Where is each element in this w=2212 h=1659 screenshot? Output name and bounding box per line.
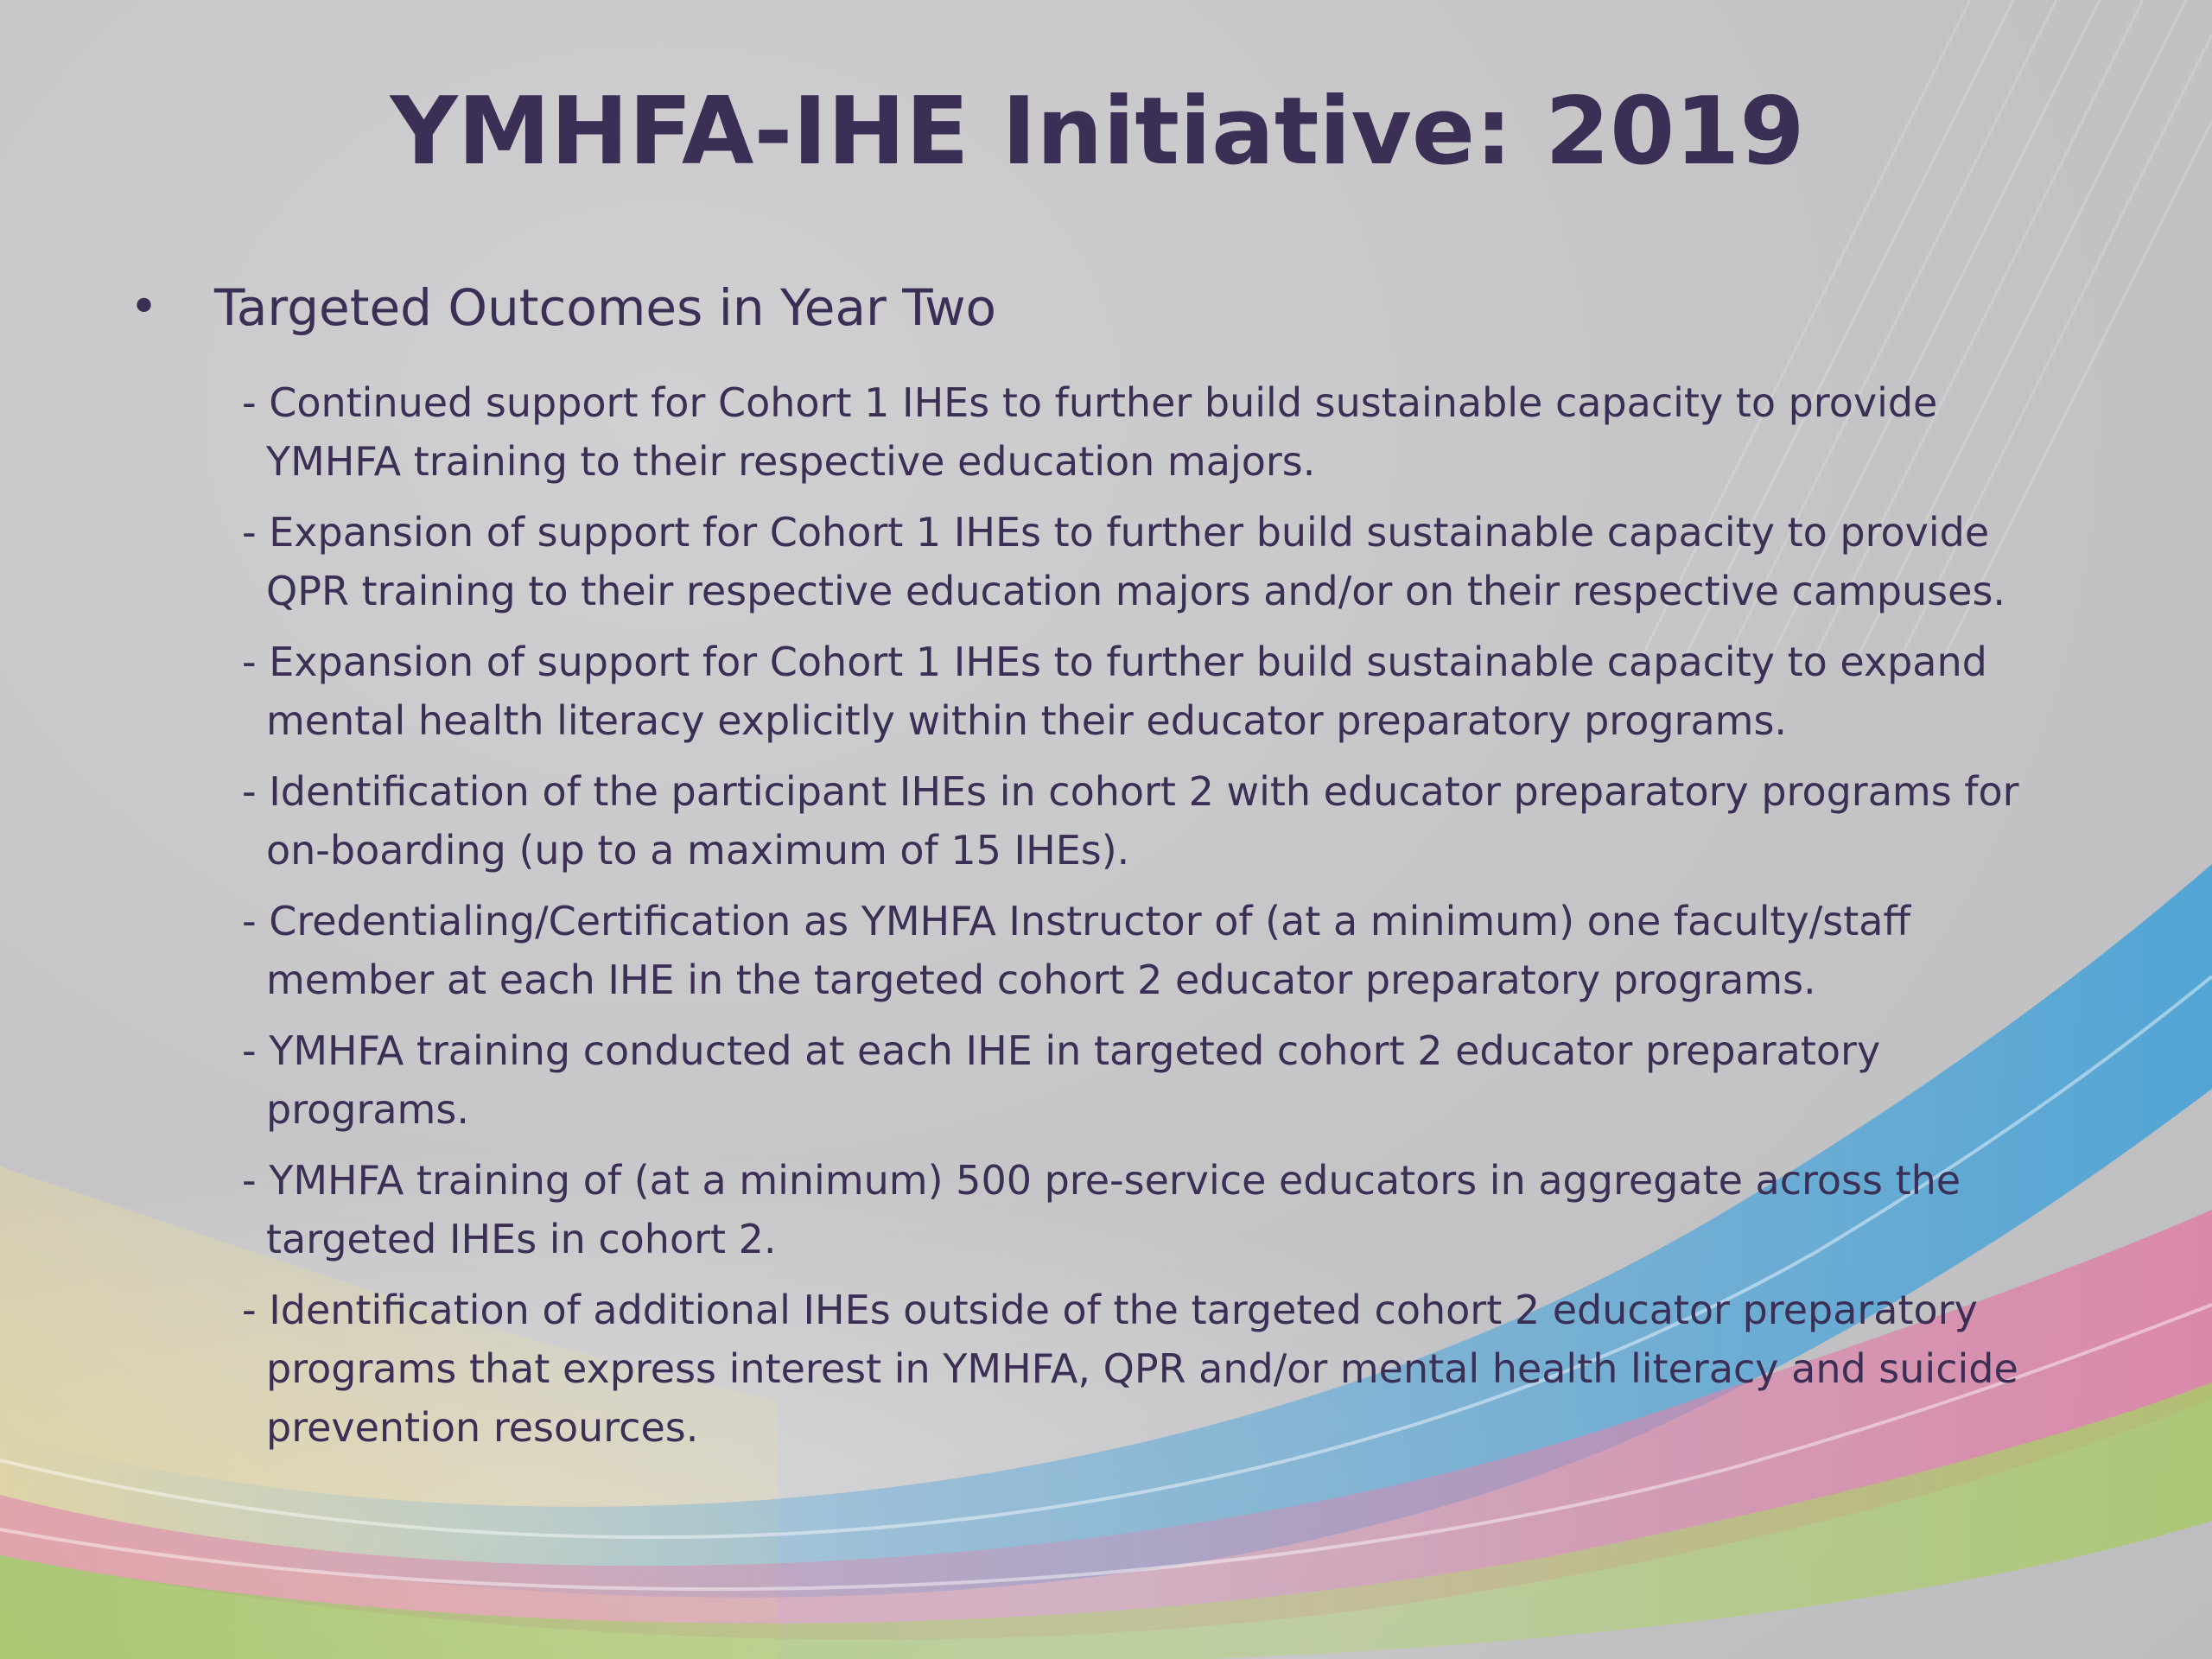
bullet-icon: • — [130, 279, 159, 335]
list-item: - YMHFA training of (at a minimum) 500 pre-service educators in aggregate across the targeted IHEs in cohort 2. — [242, 1157, 1961, 1262]
main-bullet — [130, 275, 996, 340]
list-item: - Expansion of support for Cohort 1 IHEs to further build sustainable capacity to expand mental health literacy explicitly within their educator preparatory programs. — [242, 639, 1987, 744]
list-item: - Expansion of support for Cohort 1 IHEs to further build sustainable capacity to provide QPR training to their respective education majors and/or on their respective campuses. — [242, 509, 2006, 614]
list-item: - Continued support for Cohort 1 IHEs to further build sustainable capacity to provide YMHFA training to their respective education majors. — [242, 379, 1938, 485]
sub-bullet-list — [242, 373, 2056, 1469]
list-item: - Identification of additional IHEs outside of the targeted cohort 2 educator preparatory programs that express interest in YMHFA, QPR and/or mental health literacy and suicide prevention resources. — [242, 1287, 2018, 1451]
list-item: - YMHFA training conducted at each IHE in targeted cohort 2 educator preparatory programs. — [242, 1027, 1881, 1133]
slide-title: YMHFA-IHE Initiative: 2019 — [390, 78, 1805, 186]
list-item: - Credentialing/Certification as YMHFA Instructor of (at a minimum) one faculty/staff member at each IHE in the targeted cohort 2 educator preparatory programs. — [242, 898, 1911, 1003]
main-bullet-text: Targeted Outcomes in Year Two — [214, 278, 997, 337]
list-item: - Identification of the participant IHEs in cohort 2 with educator preparatory programs for on-boarding (up to a maximum of 15 IHEs). — [242, 768, 2019, 874]
